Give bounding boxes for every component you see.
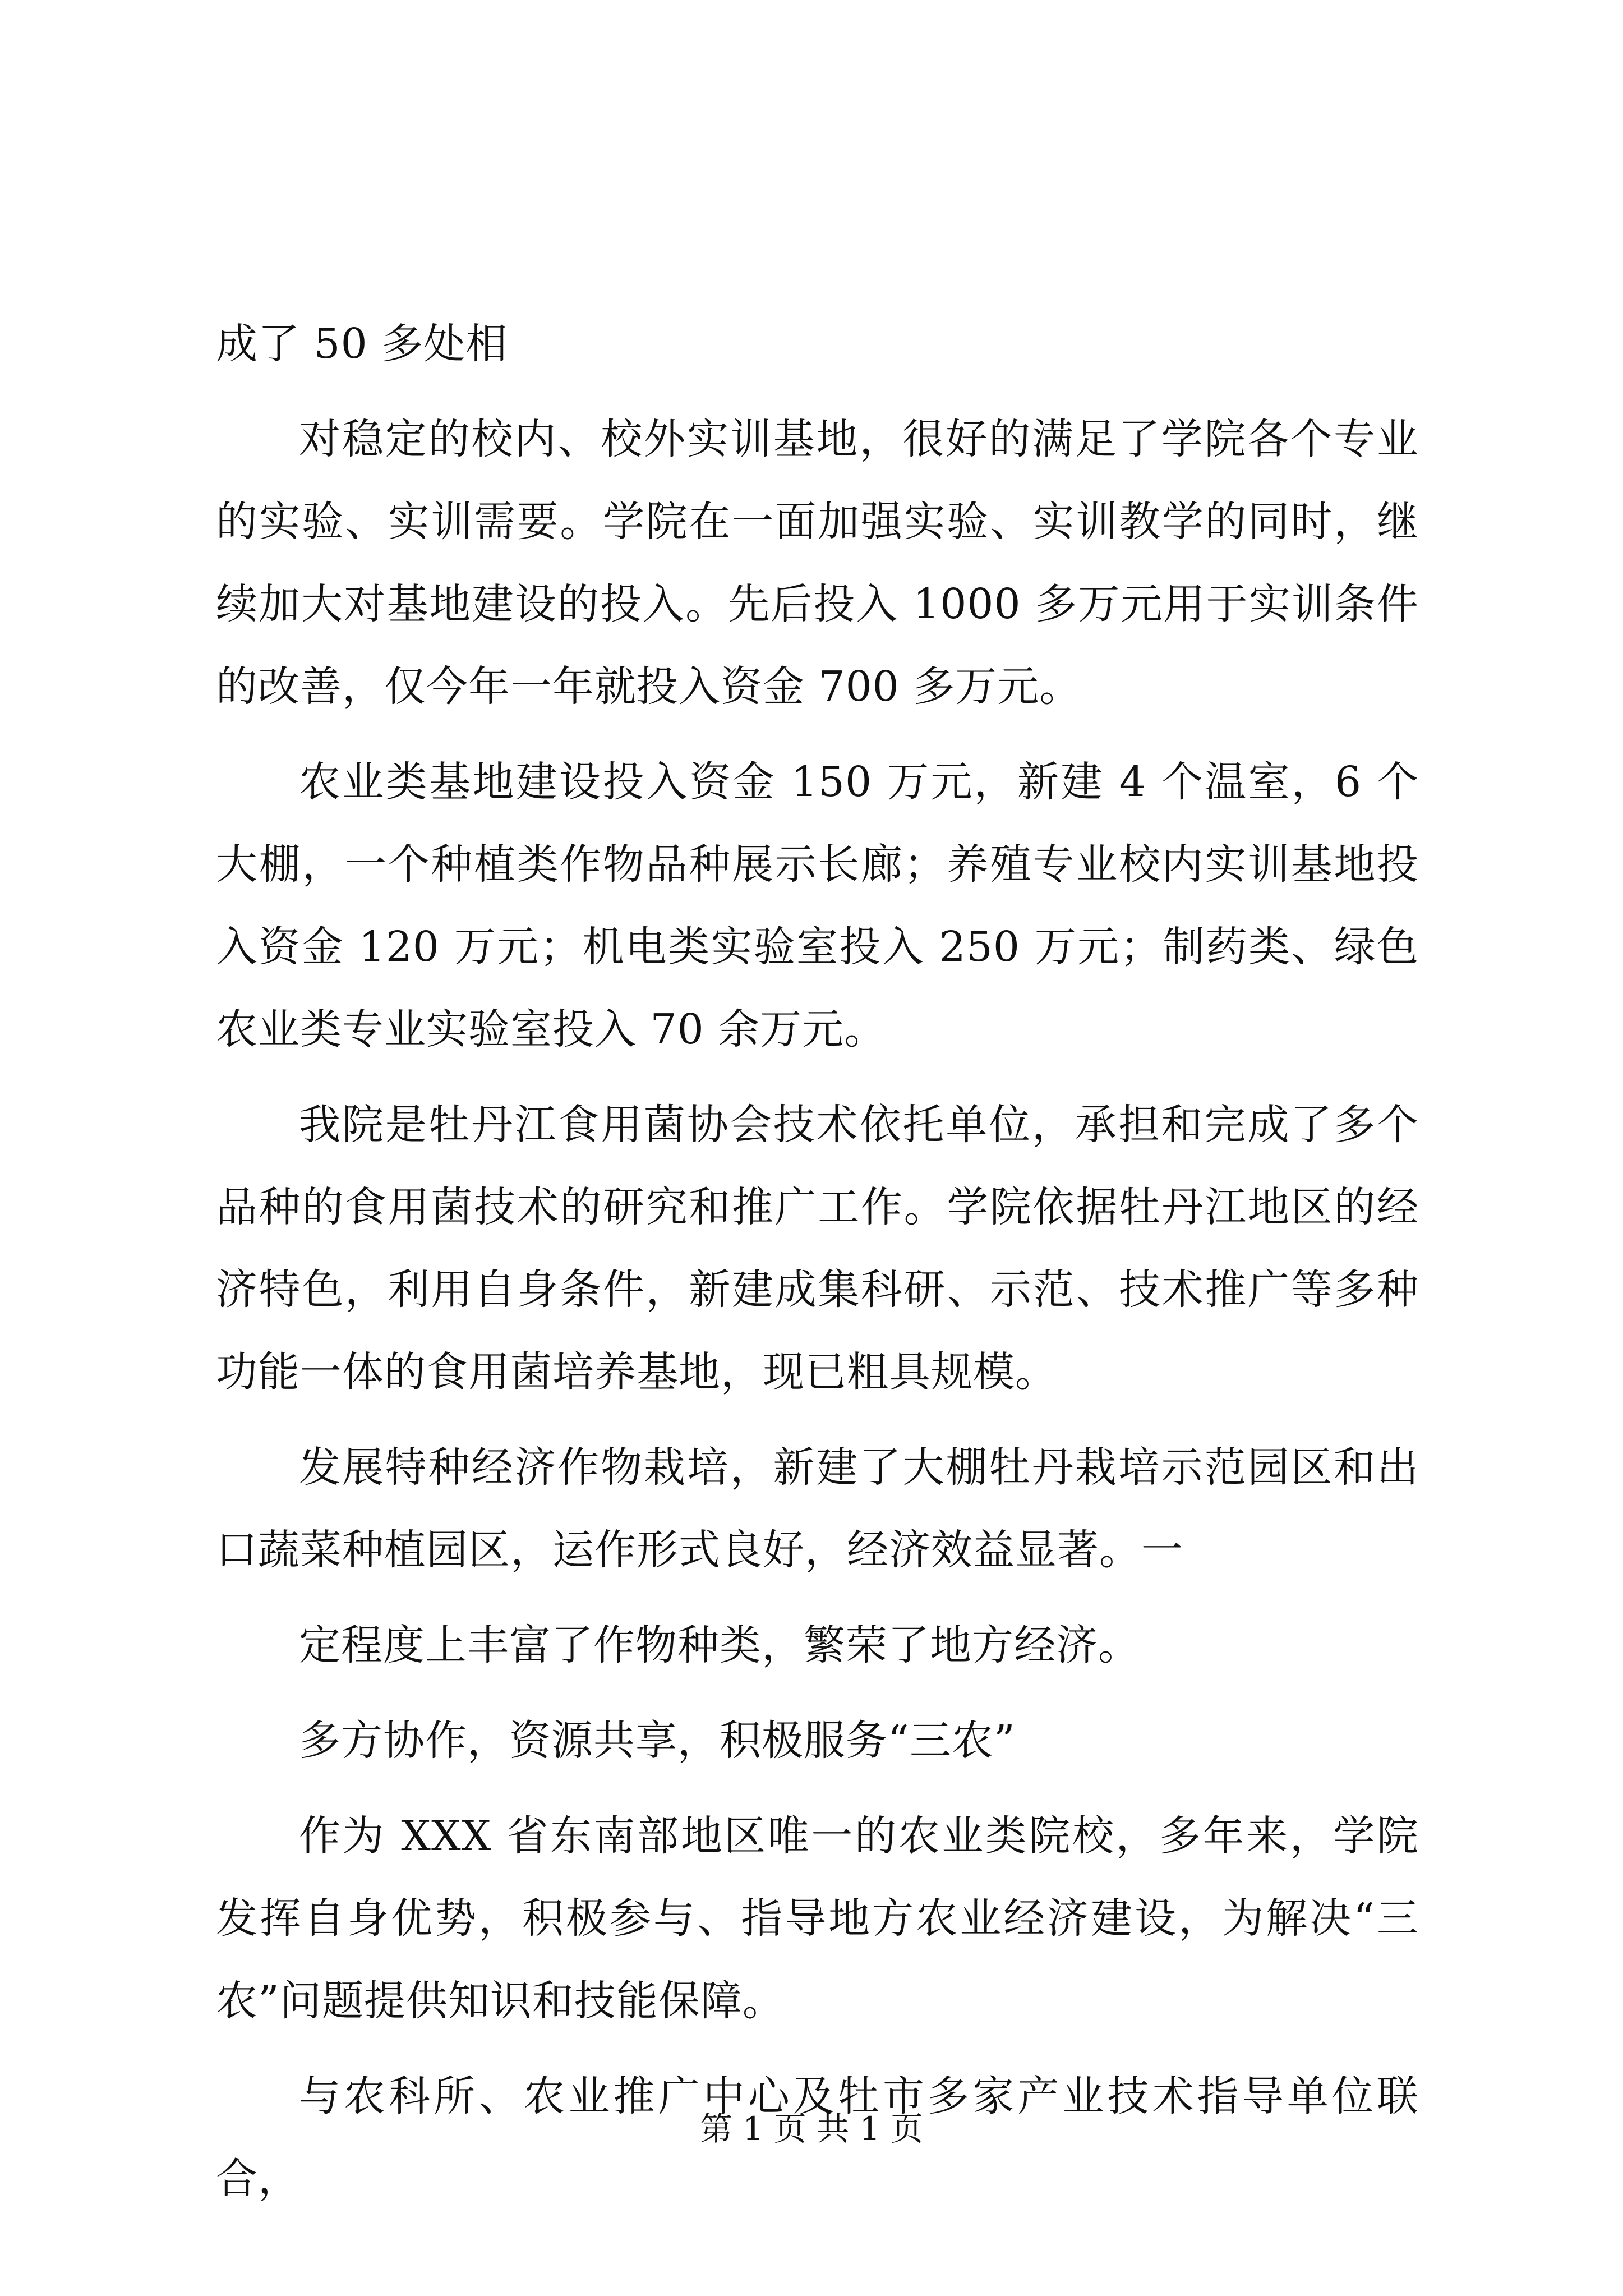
page-footer: 第 1 页 共 1 页 (700, 2110, 923, 2148)
paragraph: 我院是牡丹江食用菌协会技术依托单位，承担和完成了多个品种的食用菌技术的研究和推广工作。学院依据牡丹江地区的经济特色，利用自身条件，新建成集科研、示范、技术推广等多种功能一体的食用菌培养基地，现已粗具规模。 (216, 1101, 1419, 1396)
paragraph: 成了 50 多处相 (216, 320, 508, 368)
paragraph: 多方协作，资源共享，积极服务“三农” (299, 1717, 1016, 1765)
paragraph: 与农科所、农业推广中心及牡市多家产业技术指导单位联合， (216, 2072, 1419, 2203)
paragraph: 对稳定的校内、校外实训基地，很好的满足了学院各个专业的实验、实训需要。学院在一面加强实验、实训教学的同时，继续加大对基地建设的投入。先后投入 1000 多万元用于实训条件的改善，仅今年一年就投入资金 700 多万元。 (216, 415, 1419, 711)
paragraph: 农业类基地建设投入资金 150 万元，新建 4 个温室，6 个大棚，一个种植类作物品种展示长廊；养殖专业校内实训基地投入资金 120 万元；机电类实验室投入 250 万元；制药类、绿色农业类专业实验室投入 70 余万元。 (216, 758, 1419, 1053)
document-body (216, 303, 1419, 2220)
paragraph: 发展特种经济作物栽培，新建了大棚牡丹栽培示范园区和出口蔬菜种植园区，运作形式良好，经济效益显著。一 (216, 1443, 1419, 1574)
paragraph: 定程度上丰富了作物种类，繁荣了地方经济。 (299, 1621, 1140, 1669)
paragraph: 作为 XXX 省东南部地区唯一的农业类院校，多年来，学院发挥自身优势，积极参与、指导地方农业经济建设，为解决“三农”问题提供知识和技能保障。 (216, 1812, 1419, 2025)
